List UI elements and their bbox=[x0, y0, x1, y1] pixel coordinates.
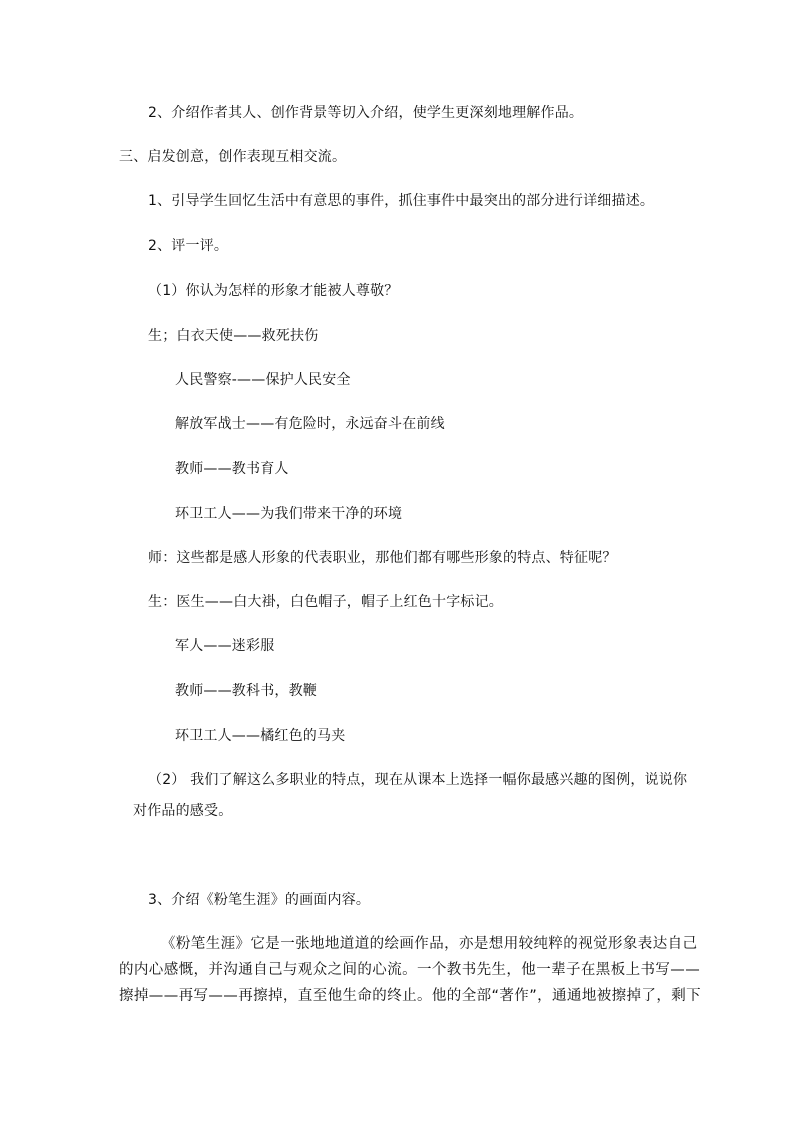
text-line: 3、介绍《粉笔生涯》的画面内容。 bbox=[148, 892, 371, 908]
answer-line: 解放军战士——有危险时，永远奋斗在前线 bbox=[175, 416, 445, 432]
paragraph-line: 《粉笔生涯》它是一张地地道道的绘画作品，亦是想用较纯粹的视觉形象表达自己 bbox=[161, 936, 698, 952]
answer-line: 生；白衣天使——救死扶伤 bbox=[148, 328, 319, 344]
section-heading: 三、启发创意，创作表现互相交流。 bbox=[119, 149, 347, 165]
answer-line: 教师——教科书，教鞭 bbox=[175, 683, 317, 699]
question-line-continued: 对作品的感受。 bbox=[133, 803, 233, 819]
text-line: 2、评一评。 bbox=[148, 238, 229, 254]
text-line: 1、引导学生回忆生活中有意思的事件，抓住事件中最突出的部分进行详细描述。 bbox=[148, 193, 655, 209]
paragraph-line: 擦掉——再写——再擦掉，直至他生命的终止。他的全部“著作”，通通地被擦掉了，剩下 bbox=[119, 988, 702, 1004]
answer-line: 环卫工人——为我们带来干净的环境 bbox=[175, 506, 403, 522]
question-line: （1）你认为怎样的形象才能被人尊敬？ bbox=[148, 283, 399, 299]
text-line: 2、介绍作者其人、创作背景等切入介绍，使学生更深刻地理解作品。 bbox=[148, 105, 584, 121]
answer-line: 环卫工人——橘红色的马夹 bbox=[175, 728, 346, 744]
paragraph-line: 的内心感慨，并沟通自己与观众之间的心流。一个教书先生，他一辈子在黑板上书写—— bbox=[119, 962, 701, 978]
description-paragraph bbox=[119, 931, 702, 1009]
answer-line: 人民警察-——保护人民安全 bbox=[175, 372, 351, 388]
answer-line: 教师——教书育人 bbox=[175, 461, 289, 477]
question-line: （2） 我们了解这么多职业的特点，现在从课本上选择一幅你最感兴趣的图例，说说你 bbox=[148, 772, 688, 788]
teacher-line: 师：这些都是感人形象的代表职业，那他们都有哪些形象的特点、特征呢？ bbox=[148, 550, 617, 566]
answer-line: 军人——迷彩服 bbox=[175, 638, 275, 654]
answer-line: 生：医生——白大褂，白色帽子，帽子上红色十字标记。 bbox=[148, 594, 503, 610]
